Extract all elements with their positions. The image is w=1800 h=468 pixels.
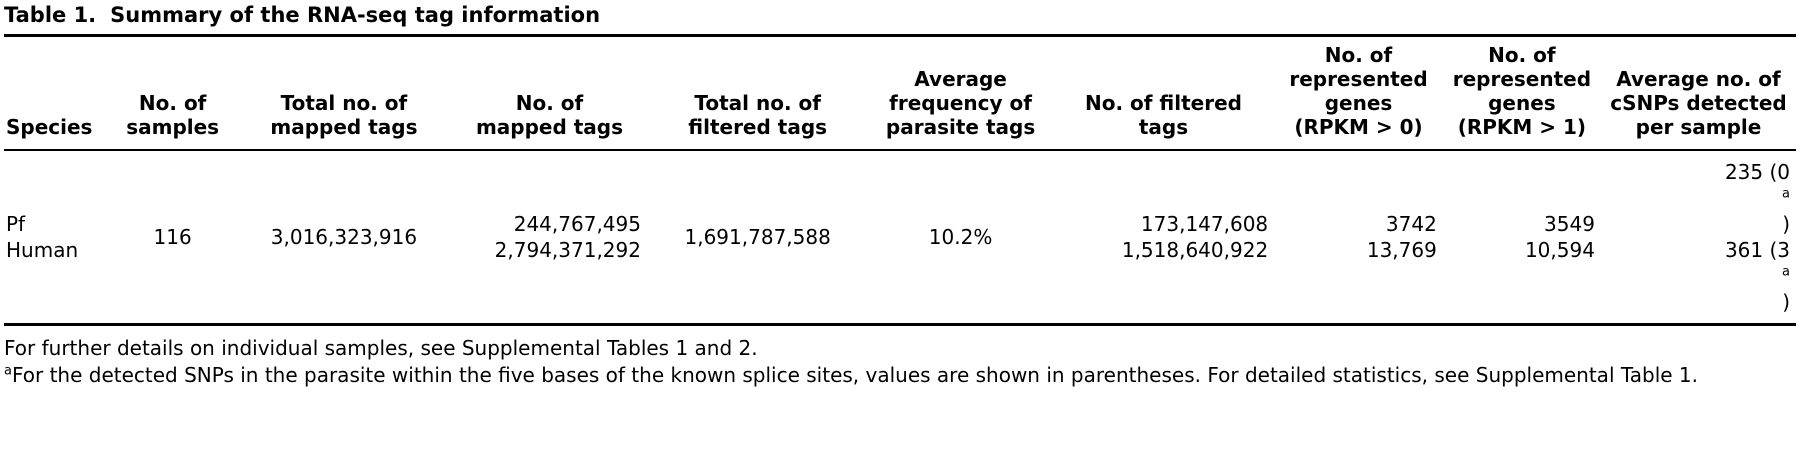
header-line: Total no. of (280, 91, 408, 115)
header-line: Average no. of (1616, 67, 1781, 91)
cell-rpkm0-human: 13,769 (1366, 238, 1437, 262)
header-line: No. of (1488, 43, 1556, 67)
header-line: filtered tags (688, 115, 828, 139)
cell-rpkm1 (1443, 159, 1601, 315)
cell-total-filtered-tags: 1,691,787,588 (684, 225, 831, 249)
column-header-average-csnps (1601, 37, 1796, 149)
column-header-mapped-tags (452, 37, 647, 149)
column-header-samples (109, 37, 235, 149)
cell-rpkm1-pf: 3549 (1544, 212, 1595, 236)
cell-rpkm0-pf: 3742 (1385, 212, 1437, 236)
header-line: (RPKM > 1) (1457, 115, 1587, 139)
cell-filtered-tags (1053, 159, 1274, 315)
table-row (4, 159, 1796, 315)
header-line: Species (6, 115, 93, 139)
header-line: frequency of (889, 91, 1032, 115)
column-header-total-mapped-tags (236, 37, 452, 149)
column-header-species (4, 37, 109, 149)
cell-average-frequency: 10.2% (928, 225, 993, 249)
footnote-line-1: For further details on individual samples, see Supplemental Tables 1 and 2. (4, 336, 758, 360)
table-caption-label: Table 1. (4, 3, 97, 27)
footnote-line-2: $^a$For the detected SNPs in the parasite within the five bases of the known splice sites, values are shown in parentheses. For detailed statistics, see Supplemental Table 1. (4, 363, 1699, 387)
cell-rpkm1-human: 10,594 (1524, 238, 1595, 262)
column-header-average-frequency (868, 37, 1052, 149)
cell-samples: 116 (153, 225, 192, 249)
cell-species-human: Human (6, 238, 79, 262)
header-line: No. of (138, 91, 207, 115)
footnote-marker: a (4, 363, 12, 379)
header-line: No. of (1324, 43, 1393, 67)
cell-species-pf: Pf (6, 212, 26, 236)
footnote-marker: a (1782, 264, 1790, 280)
cell-mapped-pf: 244,767,495 (513, 212, 641, 236)
header-line: mapped tags (270, 115, 418, 139)
header-line: parasite tags (885, 115, 1036, 139)
footnote-marker: a (1782, 186, 1790, 202)
header-line: (RPKM > 0) (1294, 115, 1423, 139)
table-footnotes (4, 326, 1796, 389)
header-line: represented (1289, 67, 1428, 91)
header-line: No. of filtered (1084, 91, 1242, 115)
cell-species (4, 159, 109, 315)
table-header-row (4, 37, 1796, 149)
header-line: genes (1488, 91, 1556, 115)
table-caption (4, 0, 1796, 34)
cell-filtered-pf: 173,147,608 (1140, 212, 1269, 236)
header-line: tags (1138, 115, 1189, 139)
summary-table-body (4, 159, 1796, 315)
column-header-represented-genes-rpkm1 (1443, 37, 1601, 149)
cell-csnps-human: 361 (3 $^a$ ) (1724, 238, 1790, 314)
cell-filtered-human: 1,518,640,922 (1121, 238, 1269, 262)
header-line: samples (126, 115, 220, 139)
header-line: Total no. of (694, 91, 821, 115)
cell-csnps-pf: 235 (0 $^a$ ) (1724, 160, 1790, 236)
header-line: represented (1452, 67, 1592, 91)
header-line: mapped tags (475, 115, 624, 139)
header-line: cSNPs detected (1610, 91, 1787, 115)
cell-mapped-tags (452, 159, 647, 315)
column-header-represented-genes-rpkm0 (1274, 37, 1443, 149)
column-header-total-filtered-tags (647, 37, 868, 149)
header-line: genes (1324, 91, 1393, 115)
header-line: No. of (515, 91, 584, 115)
cell-csnps (1601, 159, 1796, 315)
cell-total-mapped-tags: 3,016,323,916 (270, 225, 418, 249)
cell-mapped-human: 2,794,371,292 (494, 238, 641, 262)
summary-table (4, 37, 1796, 149)
table-caption-text: Summary of the RNA-seq tag information (110, 3, 601, 27)
header-line: Average (914, 67, 1007, 91)
cell-rpkm0 (1274, 159, 1443, 315)
header-line: per sample (1635, 115, 1762, 139)
column-header-filtered-tags (1053, 37, 1274, 149)
